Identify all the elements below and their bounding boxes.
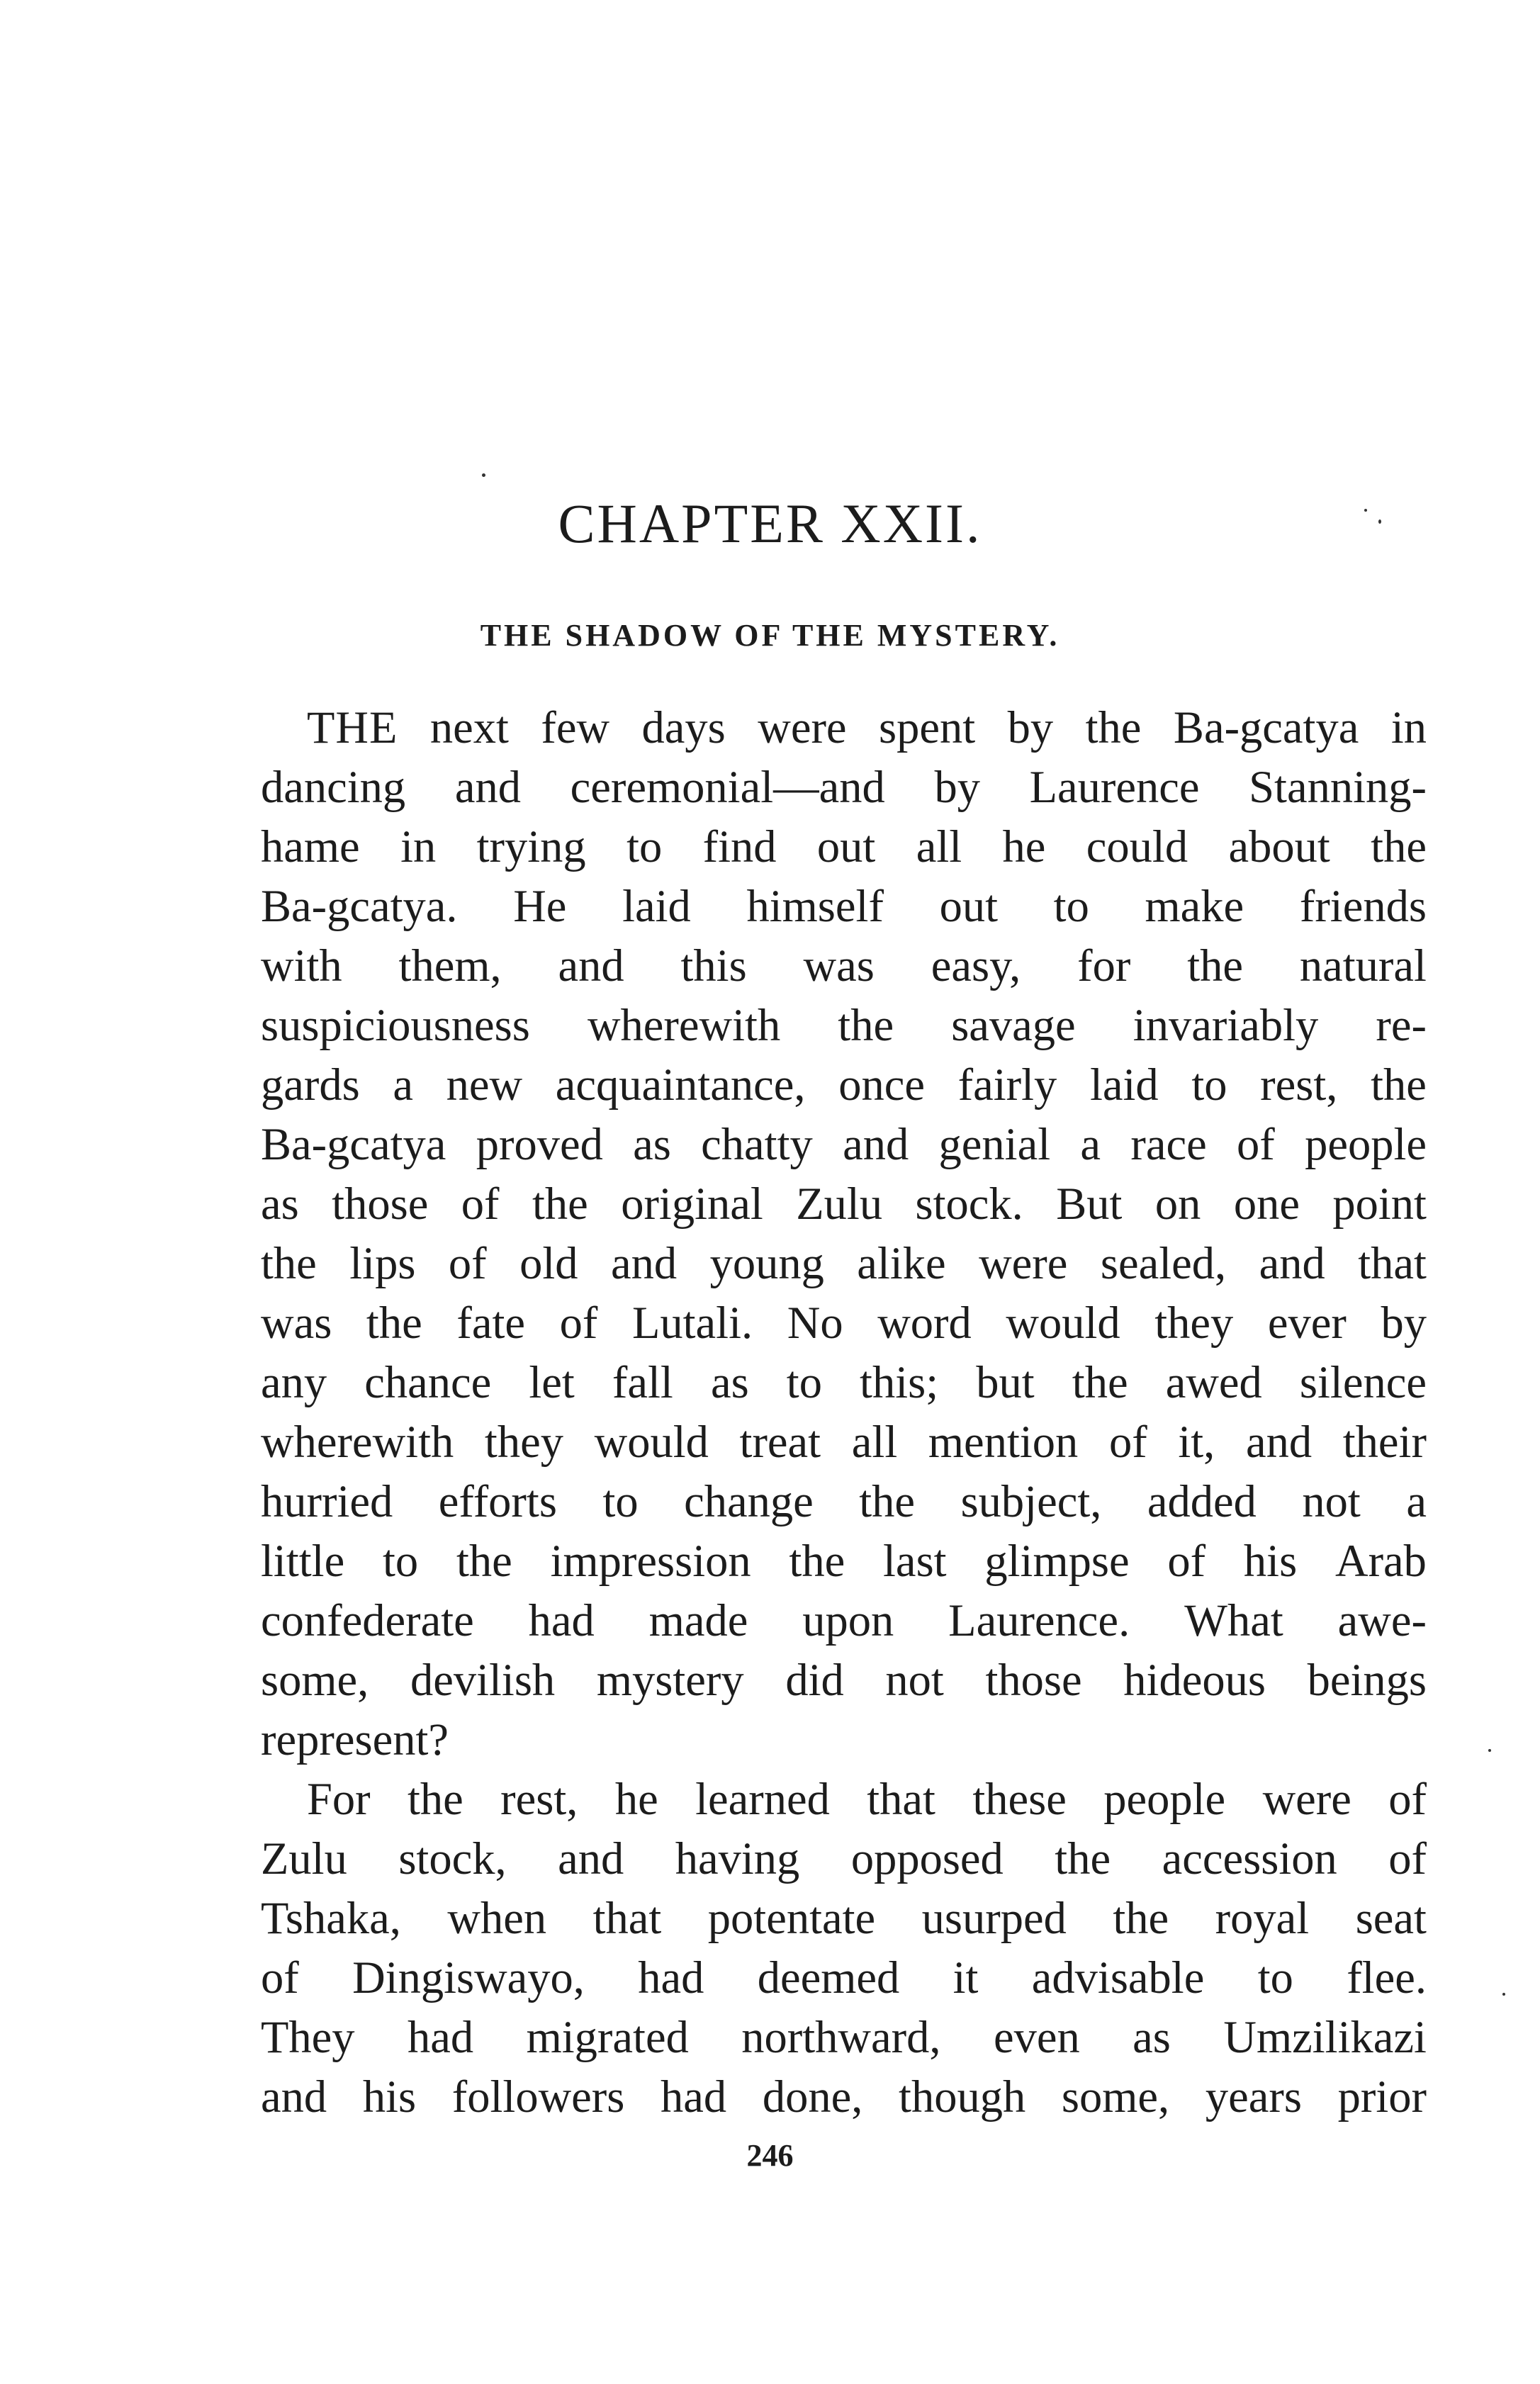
word: would bbox=[594, 1417, 709, 1467]
page-number: 246 bbox=[746, 2138, 794, 2173]
word: rest, bbox=[1260, 1059, 1338, 1110]
word: a bbox=[393, 1059, 414, 1110]
word: flee. bbox=[1347, 1952, 1427, 2003]
word: awe- bbox=[1337, 1595, 1427, 1646]
word: accession bbox=[1162, 1833, 1337, 1884]
word: laid bbox=[622, 881, 691, 931]
word: savage bbox=[951, 1000, 1076, 1050]
word: the bbox=[1187, 940, 1244, 991]
word: was bbox=[261, 1298, 332, 1348]
word: the bbox=[456, 1536, 512, 1586]
text-line bbox=[261, 2067, 1427, 2127]
word: spent bbox=[879, 702, 976, 753]
text-line bbox=[261, 1948, 1427, 2008]
word: find bbox=[702, 821, 777, 872]
word: one bbox=[1233, 1179, 1300, 1229]
word: as bbox=[710, 1357, 749, 1407]
word: by bbox=[1381, 1298, 1427, 1348]
word: genial bbox=[938, 1119, 1051, 1169]
text-line bbox=[261, 1115, 1427, 1174]
text-line bbox=[261, 1353, 1427, 1412]
word: to bbox=[383, 1536, 419, 1586]
scan-speck bbox=[1364, 509, 1367, 512]
word: impression bbox=[550, 1536, 751, 1586]
word: the bbox=[1371, 821, 1427, 872]
text-line bbox=[261, 1591, 1427, 1651]
word: alike bbox=[857, 1238, 946, 1288]
word: of bbox=[1108, 1417, 1147, 1467]
scan-speck bbox=[1502, 1993, 1505, 1996]
word: proved bbox=[476, 1119, 603, 1169]
word: change bbox=[684, 1476, 814, 1526]
word: and bbox=[261, 2071, 327, 2122]
word: beings bbox=[1307, 1655, 1427, 1705]
word: that bbox=[592, 1893, 662, 1943]
word: done, bbox=[762, 2071, 863, 2122]
word: of bbox=[448, 1238, 487, 1288]
text-line bbox=[261, 698, 1427, 758]
word: hurried bbox=[261, 1476, 393, 1526]
word: seat bbox=[1355, 1893, 1427, 1943]
word: Zulu bbox=[796, 1179, 883, 1229]
word: had bbox=[638, 1952, 704, 2003]
word: a bbox=[1080, 1119, 1101, 1169]
word: his bbox=[1243, 1536, 1298, 1586]
word: treat bbox=[739, 1417, 821, 1467]
word: Arab bbox=[1334, 1536, 1427, 1586]
word: the bbox=[859, 1476, 916, 1526]
text-line bbox=[261, 936, 1427, 996]
word: fall bbox=[612, 1357, 673, 1407]
word: make bbox=[1145, 881, 1244, 931]
word: confederate bbox=[261, 1595, 474, 1646]
word: when bbox=[447, 1893, 547, 1943]
word: as bbox=[633, 1119, 671, 1169]
word: No bbox=[787, 1298, 843, 1348]
word: of bbox=[1388, 1774, 1427, 1824]
word: usurped bbox=[921, 1893, 1067, 1943]
word: about bbox=[1228, 821, 1330, 872]
word: made bbox=[648, 1595, 748, 1646]
word: his bbox=[362, 2071, 417, 2122]
word: and bbox=[610, 1238, 678, 1288]
word: Ba-gcatya. bbox=[261, 881, 458, 931]
word: gards bbox=[261, 1059, 360, 1110]
word: and bbox=[558, 940, 624, 991]
word: point bbox=[1332, 1179, 1427, 1229]
text-line bbox=[261, 1293, 1427, 1353]
word: chance bbox=[364, 1357, 492, 1407]
word: deemed bbox=[757, 1952, 900, 2003]
word: those bbox=[332, 1179, 429, 1229]
word: Dingiswayo, bbox=[352, 1952, 585, 2003]
word: upon bbox=[802, 1595, 894, 1646]
word: those bbox=[985, 1655, 1082, 1705]
text-line bbox=[261, 1472, 1427, 1531]
word: in bbox=[400, 821, 437, 872]
word: their bbox=[1342, 1417, 1427, 1467]
text-line bbox=[261, 1889, 1427, 1948]
word: let bbox=[529, 1357, 575, 1407]
word: of bbox=[261, 1952, 299, 2003]
text-line bbox=[261, 1412, 1427, 1472]
word: not bbox=[885, 1655, 944, 1705]
word: a bbox=[1406, 1476, 1427, 1526]
text-line bbox=[261, 996, 1427, 1055]
word: Laurence bbox=[1029, 762, 1200, 812]
word: the bbox=[1113, 1893, 1169, 1943]
word: Zulu bbox=[261, 1833, 347, 1884]
word: any bbox=[261, 1357, 327, 1407]
word: fate bbox=[456, 1298, 525, 1348]
word: of bbox=[559, 1298, 598, 1348]
word: natural bbox=[1299, 940, 1427, 991]
word: the bbox=[532, 1179, 588, 1229]
text-line bbox=[261, 1829, 1427, 1889]
word: stock. bbox=[915, 1179, 1023, 1229]
text-line bbox=[261, 758, 1427, 817]
word: hame bbox=[261, 821, 360, 872]
word: as bbox=[261, 1179, 299, 1229]
word: original bbox=[621, 1179, 763, 1229]
word: all bbox=[851, 1417, 898, 1467]
word: not bbox=[1302, 1476, 1361, 1526]
word: followers bbox=[451, 2071, 625, 2122]
word: to bbox=[1191, 1059, 1227, 1110]
word: by bbox=[1007, 702, 1054, 753]
word: prior bbox=[1337, 2071, 1427, 2122]
word: even bbox=[993, 2012, 1080, 2062]
scan-speck bbox=[1378, 519, 1381, 524]
text-line bbox=[261, 1174, 1427, 1234]
word: of bbox=[1388, 1833, 1427, 1884]
word: potentate bbox=[707, 1893, 876, 1943]
word: efforts bbox=[438, 1476, 557, 1526]
word: with bbox=[261, 940, 342, 991]
word: of bbox=[1167, 1536, 1206, 1586]
word: Lutali. bbox=[631, 1298, 753, 1348]
word: ever bbox=[1267, 1298, 1347, 1348]
word: would bbox=[1006, 1298, 1120, 1348]
word: fairly bbox=[957, 1059, 1057, 1110]
word: wherewith bbox=[587, 1000, 781, 1050]
word: rest, bbox=[500, 1774, 578, 1824]
text-line bbox=[261, 1710, 1427, 1770]
word: were bbox=[1262, 1774, 1351, 1824]
word: last bbox=[883, 1536, 947, 1586]
word: sealed, bbox=[1100, 1238, 1227, 1288]
word: all bbox=[916, 821, 962, 872]
text-line bbox=[261, 1651, 1427, 1710]
word: royal bbox=[1215, 1893, 1310, 1943]
word: and bbox=[558, 1833, 624, 1884]
word: glimpse bbox=[984, 1536, 1130, 1586]
word: old bbox=[519, 1238, 578, 1288]
word: northward, bbox=[741, 2012, 941, 2062]
word: did bbox=[785, 1655, 844, 1705]
word: out bbox=[939, 881, 999, 931]
word: easy, bbox=[931, 940, 1021, 991]
word: by bbox=[934, 762, 980, 812]
word: learned bbox=[695, 1774, 830, 1824]
word: himself bbox=[746, 881, 884, 931]
word: that bbox=[1358, 1238, 1427, 1288]
word: some, bbox=[261, 1655, 369, 1705]
word: having bbox=[675, 1833, 800, 1884]
word: Stanning- bbox=[1249, 762, 1427, 812]
word: trying bbox=[476, 821, 586, 872]
word: he bbox=[1002, 821, 1046, 872]
word: young bbox=[709, 1238, 824, 1288]
word: They bbox=[261, 2012, 355, 2062]
word: subject, bbox=[960, 1476, 1102, 1526]
word: Ba-gcatya bbox=[1173, 702, 1359, 753]
word: mystery bbox=[596, 1655, 744, 1705]
word: invariably bbox=[1132, 1000, 1319, 1050]
word: this; bbox=[860, 1357, 939, 1407]
word: to bbox=[626, 821, 663, 872]
scan-speck bbox=[1488, 1749, 1491, 1752]
text-line bbox=[261, 1055, 1427, 1115]
word: ceremonial—and bbox=[570, 762, 885, 812]
word: friends bbox=[1299, 881, 1427, 931]
word: they bbox=[1154, 1298, 1234, 1348]
word: mention bbox=[928, 1417, 1079, 1467]
word: it bbox=[952, 1952, 979, 2003]
word: lips bbox=[349, 1238, 416, 1288]
word: to bbox=[1053, 881, 1089, 931]
word: the bbox=[1072, 1357, 1128, 1407]
word: years bbox=[1205, 2071, 1302, 2122]
text-line bbox=[261, 1234, 1427, 1293]
word: the bbox=[261, 1238, 317, 1288]
word: the bbox=[1371, 1059, 1427, 1110]
word: stock, bbox=[398, 1833, 507, 1884]
word: days bbox=[641, 702, 726, 753]
word: For bbox=[307, 1774, 371, 1824]
word: though bbox=[899, 2071, 1026, 2122]
word: migrated bbox=[526, 2012, 689, 2062]
word: the bbox=[366, 1298, 422, 1348]
word: wherewith bbox=[261, 1417, 454, 1467]
word: this bbox=[680, 940, 747, 991]
text-line bbox=[261, 877, 1427, 936]
word: and bbox=[1259, 1238, 1325, 1288]
word: was bbox=[803, 940, 875, 991]
word: on bbox=[1154, 1179, 1201, 1229]
word: What bbox=[1184, 1595, 1283, 1646]
word: people bbox=[1305, 1119, 1427, 1169]
word: But bbox=[1056, 1179, 1123, 1229]
word: but bbox=[976, 1357, 1035, 1407]
word: word bbox=[877, 1298, 972, 1348]
word: Laurence. bbox=[948, 1595, 1130, 1646]
text-line bbox=[261, 1770, 1427, 1829]
word: the bbox=[838, 1000, 894, 1050]
word: awed bbox=[1165, 1357, 1262, 1407]
word: were bbox=[758, 702, 847, 753]
word: had bbox=[661, 2071, 727, 2122]
word: Ba-gcatya bbox=[261, 1119, 446, 1169]
word: were bbox=[979, 1238, 1068, 1288]
word: and bbox=[1245, 1417, 1313, 1467]
word: as bbox=[1132, 2012, 1171, 2062]
word: and bbox=[454, 762, 521, 812]
word: the bbox=[789, 1536, 845, 1586]
word: it, bbox=[1178, 1417, 1215, 1467]
word: chatty bbox=[701, 1119, 813, 1169]
word: that bbox=[867, 1774, 935, 1824]
word: re- bbox=[1376, 1000, 1427, 1050]
word: acquaintance, bbox=[555, 1059, 806, 1110]
word: next bbox=[429, 702, 509, 753]
word: these bbox=[972, 1774, 1067, 1824]
word: THE bbox=[307, 702, 398, 753]
word: little bbox=[261, 1536, 345, 1586]
word: Tshaka, bbox=[261, 1893, 401, 1943]
text-line bbox=[261, 1531, 1427, 1591]
word: hideous bbox=[1123, 1655, 1266, 1705]
word: silence bbox=[1299, 1357, 1427, 1407]
word: to bbox=[786, 1357, 822, 1407]
word: them, bbox=[398, 940, 502, 991]
word: once bbox=[838, 1059, 925, 1110]
word: dancing bbox=[261, 762, 406, 812]
word: few bbox=[541, 702, 610, 753]
text-line bbox=[261, 2008, 1427, 2067]
word: race bbox=[1130, 1119, 1207, 1169]
chapter-title: CHAPTER XXII. bbox=[558, 493, 982, 554]
word: to bbox=[602, 1476, 639, 1526]
scan-speck bbox=[482, 473, 485, 477]
word: in bbox=[1390, 702, 1427, 753]
word: and bbox=[843, 1119, 909, 1169]
word: to bbox=[1257, 1952, 1293, 2003]
word: the bbox=[1085, 702, 1142, 753]
chapter-subtitle: THE SHADOW OF THE MYSTERY. bbox=[480, 618, 1060, 653]
word: people bbox=[1103, 1774, 1226, 1824]
word: represent? bbox=[261, 1714, 449, 1765]
word: new bbox=[446, 1059, 523, 1110]
word: of bbox=[461, 1179, 500, 1229]
word: the bbox=[407, 1774, 463, 1824]
word: out bbox=[816, 821, 876, 872]
word: opposed bbox=[850, 1833, 1004, 1884]
word: the bbox=[1055, 1833, 1111, 1884]
word: some, bbox=[1061, 2071, 1170, 2122]
word: devilish bbox=[410, 1655, 556, 1705]
word: had bbox=[528, 1595, 595, 1646]
word: suspiciousness bbox=[261, 1000, 530, 1050]
word: advisable bbox=[1031, 1952, 1205, 2003]
word: could bbox=[1086, 821, 1188, 872]
word: he bbox=[614, 1774, 658, 1824]
word: laid bbox=[1089, 1059, 1159, 1110]
word: added bbox=[1147, 1476, 1257, 1526]
word: for bbox=[1077, 940, 1131, 991]
word: they bbox=[484, 1417, 563, 1467]
text-line bbox=[261, 817, 1427, 877]
word: He bbox=[513, 881, 567, 931]
word: Umzilikazi bbox=[1223, 2012, 1427, 2062]
body-text bbox=[261, 698, 1427, 2127]
word: of bbox=[1237, 1119, 1275, 1169]
word: had bbox=[407, 2012, 474, 2062]
